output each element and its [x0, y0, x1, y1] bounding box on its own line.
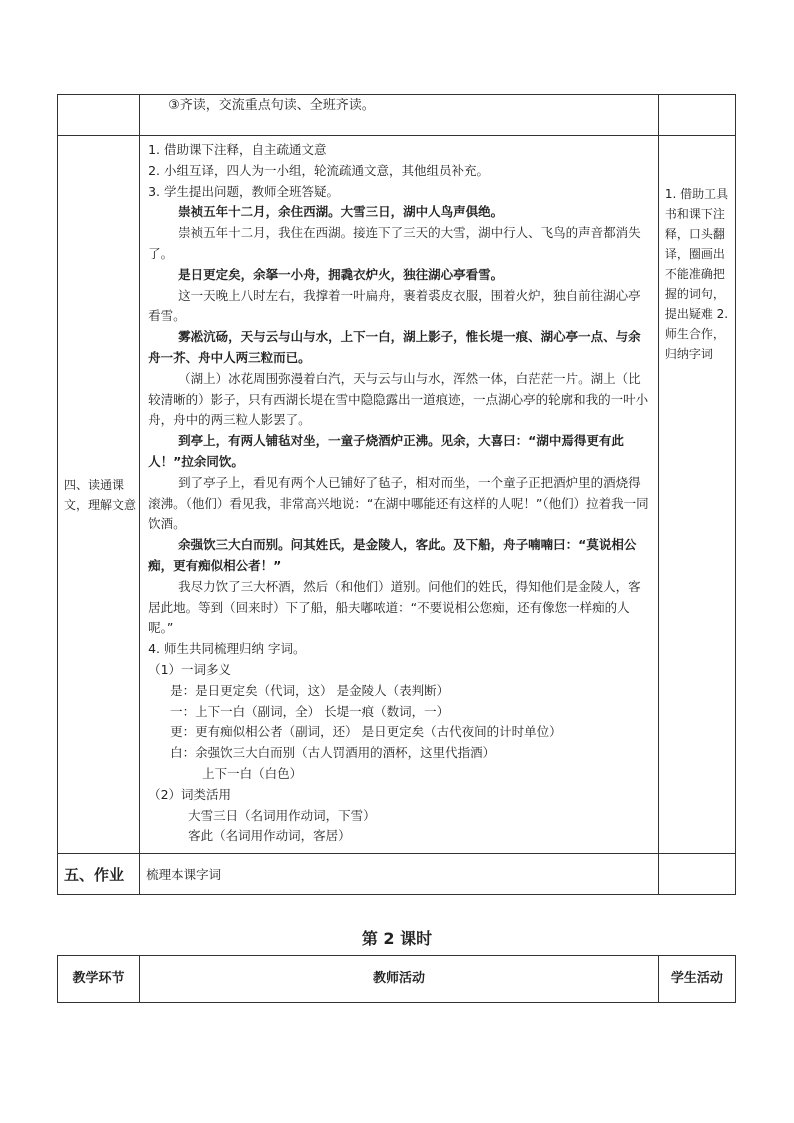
original-text-2: 是日更定矣，余拏一小舟，拥毳衣炉火，独往湖心亭看雪。 [178, 266, 504, 282]
section4-label: 四、读通课文，理解文意 [58, 136, 140, 854]
original-text-3: 雾凇沆砀，天与云与山与水，上下一白，湖上影子，惟长堤一痕、湖心亭一点、与余舟一芥、舟中人两三粒而已。 [148, 329, 641, 365]
original-text-5: 余强饮三大白而别。问其姓氏，是金陵人，客此。及下船，舟子喃喃曰：“莫说相公痴，更有痴似相公者！” [148, 537, 637, 573]
translation-5: 我尽力饮了三大杯酒，然后（和他们）道别。问他们的姓氏，得知他们是金陵人，客居此地。等到（回来时）下了船，船夫嘟哝道：“不要说相公您痴，还有像您一样痴的人呢。” [148, 578, 641, 636]
empty-cell [658, 95, 735, 136]
section5-label: 五、作业 [58, 854, 140, 895]
translation-4: 到了亭子上，看见有两个人已铺好了毡子，相对而坐，一个童子正把酒炉里的酒烧得滚沸。（他们）看见我，非常高兴地说：“在湖中哪能还有这样的人呢！”（他们）拉着我一同饮酒。 [148, 474, 649, 532]
section5-text: 梳理本课字词 [140, 854, 659, 895]
lesson2-title: 第 2 课时 [361, 929, 433, 948]
polysemy-heading: （1）一词多义 [148, 661, 232, 677]
empty-cell [658, 854, 735, 895]
word-class-1: 大雪三日（名词用作动词，下雪） [188, 807, 376, 823]
polysemy-geng: 更：更有痴似相公者（副词，还） 是日更定矣（古代夜间的计时单位） [170, 724, 562, 740]
polysemy-bai-2: 上下一白（白色） [202, 765, 303, 781]
header-student-activity: 学生活动 [658, 956, 735, 1003]
header-teacher-activity: 教师活动 [140, 956, 659, 1003]
line-1: 1. 借助课下注释，自主疏通文意 [148, 142, 327, 157]
translation-3: （湖上）冰花周围弥漫着白汽，天与云与山与水，浑然一体，白茫茫一片。湖上（比较清晰的）影子，只有西湖长堤在雪中隐隐露出一道痕迹，一点湖心亭的轮廓和我的一叶小舟，舟中的两三粒人影罢了。 [148, 370, 649, 428]
section4-content [140, 136, 659, 854]
original-text-4: 到亭上，有两人铺毡对坐，一童子烧酒炉正沸。见余，大喜曰：“湖中焉得更有此人！”拉余同饮。 [148, 433, 624, 469]
lesson-plan-table [57, 94, 736, 895]
line-2: 2. 小组互译，四人为一小组，轮流疏通文意，其他组员补充。 [148, 162, 490, 178]
word-class-2: 客此（名词用作动词，客居） [188, 828, 351, 844]
table-row [58, 136, 736, 854]
table-row [58, 854, 736, 895]
word-class-heading: （2）词类活用 [148, 786, 232, 802]
side-notes-text: 1. 借助工具书和课下注释，口头翻译，圈画出不能准确把握的词句，提出疑难 2. 师生合作，归纳字词 [664, 187, 729, 361]
lesson2-table [57, 955, 736, 1003]
top-row-text: ③齐读，交流重点句读、全班齐读。 [168, 98, 375, 113]
polysemy-yi: 一：上下一白（副词，全） 长堤一痕（数词，一） [170, 703, 450, 719]
original-text-1: 崇祯五年十二月，余住西湖。大雪三日，湖中人鸟声俱绝。 [178, 204, 504, 220]
polysemy-shi: 是：是日更定矣（代词，这） 是金陵人（表判断） [170, 682, 450, 698]
top-row-content [140, 95, 659, 136]
line-3: 3. 学生提出问题，教师全班答疑。 [148, 183, 340, 199]
translation-1: 崇祯五年十二月，我住在西湖。接连下了三天的大雪，湖中行人、飞鸟的声音都消失了。 [148, 225, 641, 261]
polysemy-bai: 白：余强饮三大白而别（古人罚酒用的酒杯，这里代指酒） [170, 745, 496, 761]
header-row [58, 956, 736, 1003]
table-row [58, 95, 736, 136]
student-activity-notes [658, 136, 735, 854]
empty-cell [58, 95, 140, 136]
header-teaching-step: 教学环节 [58, 956, 140, 1003]
translation-2: 这一天晚上八时左右，我撑着一叶扁舟，裹着裘皮衣服，围着火炉，独自前往湖心亭看雪。 [148, 287, 641, 324]
line-4: 4. 师生共同梳理归纳 字词。 [148, 641, 306, 657]
